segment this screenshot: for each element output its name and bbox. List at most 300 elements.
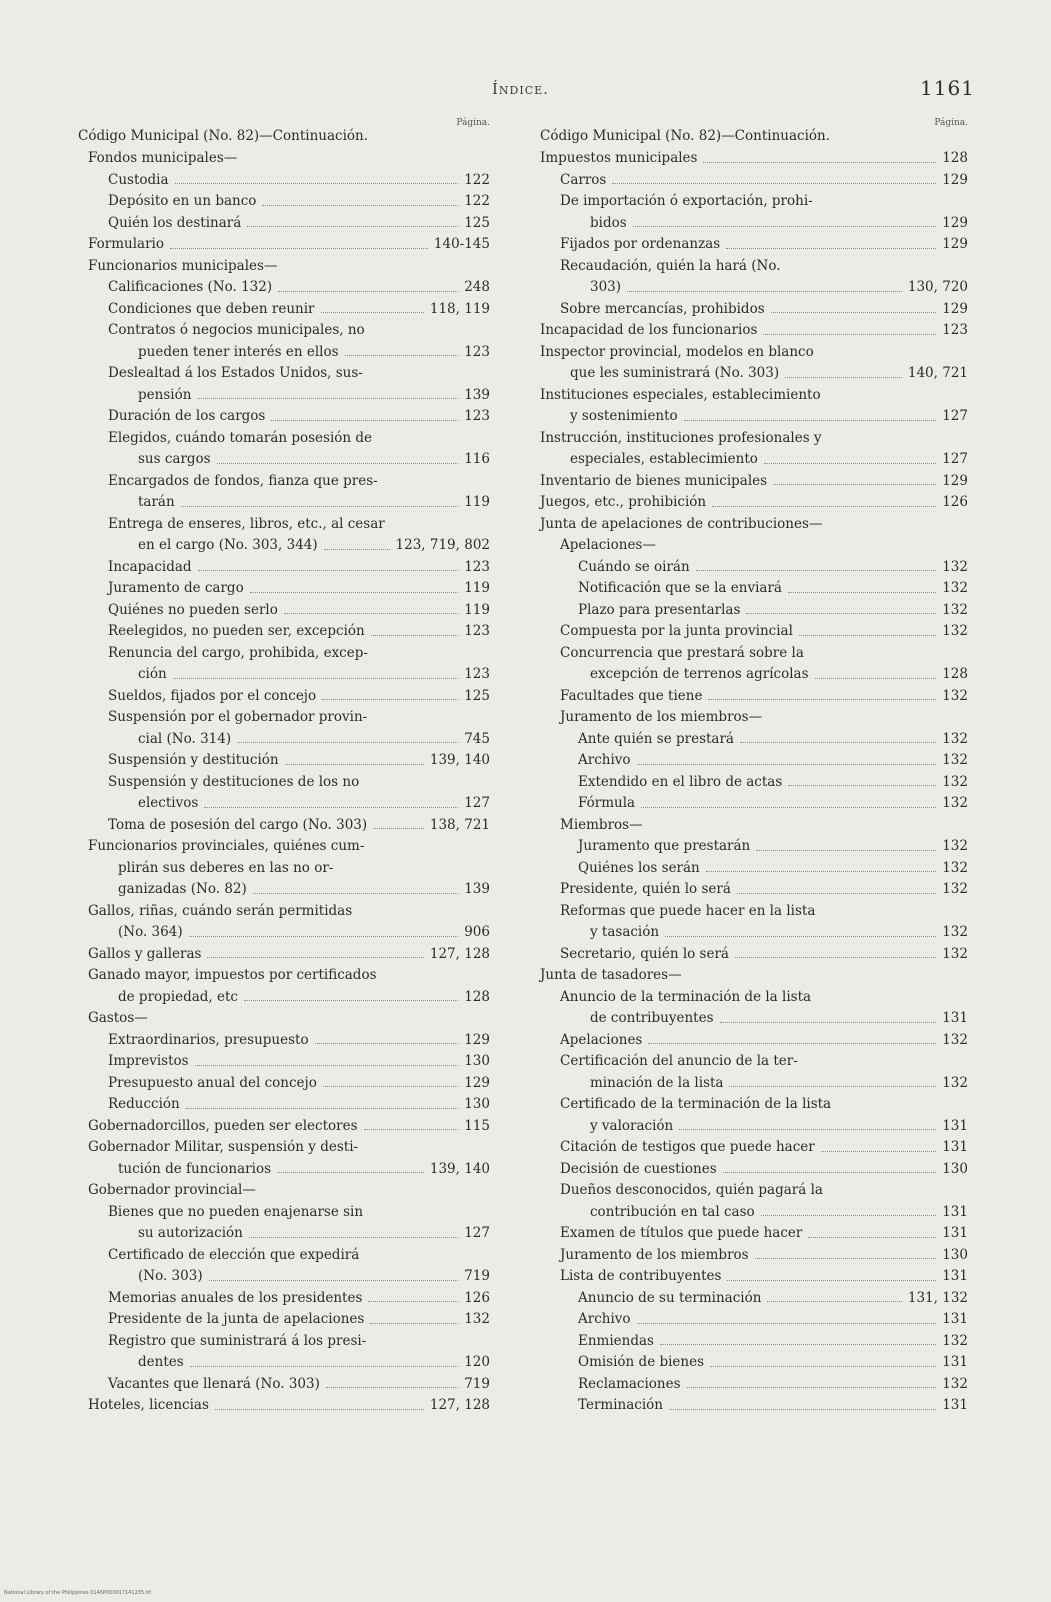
dotted-leader <box>612 183 936 184</box>
index-entry <box>70 772 496 815</box>
index-entry <box>70 170 496 192</box>
entry-page-ref: 130 <box>464 1096 490 1112</box>
dotted-leader <box>324 549 390 550</box>
index-entry <box>540 1030 974 1052</box>
entry-page-ref: 126 <box>942 494 968 510</box>
index-entry <box>70 148 496 170</box>
index-entry <box>70 1180 496 1202</box>
dotted-leader <box>737 893 936 894</box>
entry-text: excepción de terrenos agrícolas <box>590 666 809 682</box>
entry-page-ref: 139 <box>464 386 490 403</box>
index-entry <box>540 600 974 622</box>
dotted-leader <box>250 592 459 593</box>
index-column-left <box>70 118 496 1417</box>
index-entry <box>540 1245 974 1267</box>
entry-text: Extraordinarios, presupuesto <box>108 1031 309 1048</box>
running-title: Índice. <box>492 80 549 98</box>
index-entry <box>70 643 496 686</box>
entry-text: de contribuyentes <box>590 1010 714 1026</box>
index-entry <box>70 1245 496 1288</box>
dotted-leader <box>215 1409 424 1410</box>
entry-text: cial (No. 314) <box>138 730 232 747</box>
dotted-leader <box>373 828 424 829</box>
entry-text: Ante quién se prestará <box>578 730 734 747</box>
entry-page-ref: 132 <box>942 1332 968 1349</box>
dotted-leader <box>368 1301 458 1302</box>
entry-page-ref: 132 <box>942 580 968 596</box>
entry-text: Gastos— <box>88 1010 148 1026</box>
entry-text: Fórmula <box>578 795 636 811</box>
dotted-leader <box>637 1323 937 1324</box>
entry-text: Presupuesto anual del concejo <box>108 1074 317 1091</box>
column-header <box>540 118 974 148</box>
dotted-leader <box>720 1022 937 1023</box>
entry-page-ref: 131 <box>942 1397 968 1413</box>
entry-text: tución de funcionarios <box>118 1160 271 1177</box>
entry-page-ref: 123 <box>464 343 490 360</box>
index-entry <box>540 148 974 170</box>
entry-text: su autorización <box>138 1225 243 1241</box>
entry-text: Anuncio de su terminación <box>578 1289 762 1306</box>
index-column-right <box>540 118 974 1417</box>
entry-page-ref: 119 <box>464 601 490 618</box>
entry-text: Secretario, quién lo será <box>560 945 729 962</box>
dotted-leader <box>761 1215 937 1216</box>
entry-page-ref: 132 <box>464 1311 490 1327</box>
dotted-leader <box>326 1387 458 1388</box>
dotted-leader <box>322 699 458 700</box>
entry-text: Vacantes que llenará (No. 303) <box>108 1375 320 1392</box>
entry-text: Suspensión y destituciones de los no <box>108 773 360 790</box>
entry-text: Inspector provincial, modelos en blanco <box>540 343 814 360</box>
dotted-leader <box>371 635 459 636</box>
index-entry <box>540 643 974 686</box>
entry-text: Funcionarios provinciales, quiénes cum- <box>88 838 365 854</box>
index-entry <box>70 213 496 235</box>
index-entry <box>540 1223 974 1245</box>
dotted-leader <box>773 484 936 485</box>
index-entry <box>70 578 496 600</box>
index-entry <box>70 277 496 299</box>
entry-page-ref: 115 <box>464 1117 490 1134</box>
entry-page-ref: 123 <box>464 558 490 575</box>
index-entry <box>540 471 974 493</box>
entry-text: Citación de testigos que puede hacer <box>560 1139 815 1155</box>
entry-text: Reducción <box>108 1096 180 1112</box>
entry-text: Compuesta por la junta provincial <box>560 623 793 639</box>
entry-text: Funcionarios municipales— <box>88 257 278 274</box>
entry-text: Instituciones especiales, establecimiento <box>540 386 821 403</box>
entry-text: Gallos y galleras <box>88 945 202 962</box>
entry-page-ref: 906 <box>464 924 490 940</box>
entry-text: Dueños desconocidos, quién pagará la <box>560 1182 823 1198</box>
entry-text: de propiedad, etc <box>118 988 238 1005</box>
index-entry <box>540 428 974 471</box>
entry-page-ref: 130 <box>464 1053 490 1069</box>
entry-text: Condiciones que deben reunir <box>108 300 315 317</box>
entry-page-ref: 122 <box>464 171 490 188</box>
pagina-label: Página. <box>456 118 490 128</box>
index-entry <box>540 750 974 772</box>
index-entry <box>540 1159 974 1181</box>
entry-text: Quiénes no pueden serlo <box>108 601 278 618</box>
index-entry <box>540 1395 974 1417</box>
index-entry <box>540 1094 974 1137</box>
entry-page-ref: 129 <box>942 300 968 317</box>
entry-text: plirán sus deberes en las no or- <box>118 859 334 876</box>
entry-text: y valoración <box>590 1117 674 1134</box>
entry-page-ref: 123 <box>942 322 968 338</box>
dotted-leader <box>648 1043 936 1044</box>
dotted-leader <box>173 678 459 679</box>
entry-page-ref: 119 <box>464 580 490 596</box>
index-entry <box>540 385 974 428</box>
entry-text: pueden tener interés en ellos <box>138 343 339 360</box>
entry-page-ref: 123 <box>464 408 490 424</box>
dotted-leader <box>821 1151 936 1152</box>
index-entry <box>70 686 496 708</box>
index-entry <box>540 1137 974 1159</box>
index-entry <box>70 901 496 944</box>
index-entry <box>540 815 974 837</box>
entry-text: Cuándo se oirán <box>578 558 690 575</box>
entry-page-ref: 132 <box>942 1375 968 1392</box>
entry-page-ref: 132 <box>942 730 968 747</box>
index-entry <box>540 621 974 643</box>
index-entry <box>70 1331 496 1374</box>
dotted-leader <box>262 205 458 206</box>
dotted-leader <box>669 1409 936 1410</box>
entry-page-ref: 132 <box>942 752 968 768</box>
entry-text: Quién los destinará <box>108 214 242 231</box>
entry-text: Toma de posesión del cargo (No. 303) <box>108 816 368 833</box>
entry-text: Custodia <box>108 171 169 188</box>
column-heading: Código Municipal (No. 82)—Continuación. <box>78 128 369 144</box>
entry-page-ref: 130 <box>942 1246 968 1263</box>
index-entry <box>70 406 496 428</box>
entry-page-ref: 140-145 <box>433 236 490 252</box>
entry-text: contribución en tal caso <box>590 1203 755 1220</box>
entry-text: Presidente de la junta de apelaciones <box>108 1311 365 1327</box>
dotted-leader <box>278 291 458 292</box>
dotted-leader <box>712 506 936 507</box>
index-entry <box>70 471 496 514</box>
entry-text: Apelaciones <box>560 1031 643 1048</box>
entry-text: Junta de tasadores— <box>540 967 682 983</box>
index-entry <box>70 557 496 579</box>
index-entry <box>70 191 496 213</box>
index-entry <box>540 578 974 600</box>
dotted-leader <box>175 183 459 184</box>
dotted-leader <box>637 764 937 765</box>
entry-text: De importación ó exportación, prohi- <box>560 193 813 209</box>
entry-page-ref: 118, 119 <box>429 300 490 317</box>
entry-text: Gallos, riñas, cuándo serán permitidas <box>88 902 353 919</box>
entry-page-ref: 119 <box>464 494 490 510</box>
dotted-leader <box>217 463 459 464</box>
dotted-leader <box>767 1301 901 1302</box>
entry-page-ref: 129 <box>942 171 968 188</box>
dotted-leader <box>740 742 936 743</box>
entry-text: que les suministrará (No. 303) <box>570 365 780 381</box>
index-entry <box>540 1266 974 1288</box>
entry-text: Apelaciones— <box>560 537 656 553</box>
index-entry <box>70 363 496 406</box>
entry-page-ref: 128 <box>942 150 968 166</box>
entry-text: Incapacidad <box>108 558 192 575</box>
dotted-leader <box>641 807 936 808</box>
entry-page-ref: 132 <box>942 623 968 639</box>
entry-text: Recaudación, quién la hará (No. <box>560 257 781 274</box>
entry-text: Archivo <box>578 752 631 768</box>
entry-text: Imprevistos <box>108 1053 189 1069</box>
entry-text: electivos <box>138 795 199 811</box>
entry-page-ref: 132 <box>942 945 968 962</box>
entry-page-ref: 127, 128 <box>429 1397 490 1413</box>
index-entry <box>540 492 974 514</box>
entry-text: Gobernador provincial— <box>88 1182 256 1198</box>
dotted-leader <box>285 764 424 765</box>
entry-text: Reformas que puede hacer en la lista <box>560 902 816 919</box>
entry-page-ref: 127 <box>942 451 968 467</box>
entry-page-ref: 129 <box>464 1031 490 1048</box>
entry-page-ref: 128 <box>942 666 968 682</box>
entry-text: Deslealtad á los Estados Unidos, sus- <box>108 365 363 381</box>
entry-page-ref: 132 <box>942 859 968 876</box>
index-entry <box>540 1309 974 1331</box>
dotted-leader <box>788 785 936 786</box>
dotted-leader <box>247 226 458 227</box>
entry-text: (No. 364) <box>118 924 183 940</box>
dotted-leader <box>696 570 937 571</box>
index-entry <box>540 1331 974 1353</box>
entry-text: Fondos municipales— <box>88 150 238 166</box>
index-entry <box>540 1180 974 1223</box>
index-entry <box>70 1073 496 1095</box>
dotted-leader <box>756 850 936 851</box>
entry-page-ref: 122 <box>464 193 490 209</box>
index-entry <box>70 750 496 772</box>
entry-page-ref: 125 <box>464 214 490 231</box>
entry-page-ref: 131 <box>942 1354 968 1370</box>
entry-page-ref: 719 <box>464 1268 490 1284</box>
entry-text: Sobre mercancías, prohibidos <box>560 300 765 317</box>
index-entry <box>540 1288 974 1310</box>
entry-page-ref: 132 <box>942 795 968 811</box>
dotted-leader <box>198 570 459 571</box>
index-entry <box>540 299 974 321</box>
index-entry <box>540 879 974 901</box>
dotted-leader <box>788 592 936 593</box>
dotted-leader <box>345 355 459 356</box>
dotted-leader <box>186 1108 458 1109</box>
entry-text: Hoteles, licencias <box>88 1397 209 1413</box>
entry-text: Anuncio de la terminación de la lista <box>560 988 812 1005</box>
entry-text: Reclamaciones <box>578 1375 681 1392</box>
index-entries <box>70 148 496 1417</box>
entry-page-ref: 130, 720 <box>907 279 968 295</box>
entry-page-ref: 126 <box>464 1289 490 1306</box>
entry-text: Contratos ó negocios municipales, no <box>108 322 365 338</box>
dotted-leader <box>190 1366 459 1367</box>
entry-page-ref: 123 <box>464 666 490 682</box>
dotted-leader <box>170 248 428 249</box>
index-entry <box>540 170 974 192</box>
index-entry <box>70 256 496 278</box>
index-entry <box>70 1374 496 1396</box>
entry-page-ref: 127, 128 <box>429 945 490 962</box>
entry-text: sus cargos <box>138 451 211 467</box>
dotted-leader <box>808 1237 936 1238</box>
dotted-leader <box>181 506 459 507</box>
dotted-leader <box>729 1086 936 1087</box>
index-entry <box>70 514 496 557</box>
index-entry <box>540 1051 974 1094</box>
entry-text: Plazo para presentarlas <box>578 601 741 618</box>
index-entry <box>70 234 496 256</box>
dotted-leader <box>370 1323 458 1324</box>
index-entry <box>70 707 496 750</box>
dotted-leader <box>726 248 936 249</box>
entry-page-ref: 127 <box>464 795 490 811</box>
dotted-leader <box>627 291 902 292</box>
entry-text: Terminación <box>578 1397 663 1413</box>
index-entry <box>540 836 974 858</box>
entry-text: Encargados de fondos, fianza que pres- <box>108 472 378 489</box>
index-entry <box>540 987 974 1030</box>
entry-text: Gobernadorcillos, pueden ser electores <box>88 1117 358 1134</box>
entry-page-ref: 131 <box>942 1311 968 1327</box>
dotted-leader <box>204 807 458 808</box>
dotted-leader <box>763 334 936 335</box>
entry-text: Entrega de enseres, libros, etc., al cesar <box>108 515 385 532</box>
index-entry <box>540 320 974 342</box>
index-entry <box>70 621 496 643</box>
index-entry <box>540 234 974 256</box>
entry-page-ref: 125 <box>464 687 490 704</box>
dotted-leader <box>687 1387 937 1388</box>
entry-text: ganizadas (No. 82) <box>118 881 247 897</box>
pagina-label: Página. <box>934 118 968 128</box>
dotted-leader <box>660 1344 936 1345</box>
dotted-leader <box>253 893 458 894</box>
dotted-leader <box>723 1172 937 1173</box>
index-entry <box>70 1309 496 1331</box>
entry-text: Decisión de cuestiones <box>560 1160 717 1177</box>
index-entry <box>540 707 974 729</box>
entry-text: Juramento de cargo <box>108 580 244 596</box>
index-entry <box>70 1094 496 1116</box>
dotted-leader <box>195 1065 459 1066</box>
dotted-leader <box>237 742 458 743</box>
entry-page-ref: 120 <box>464 1354 490 1370</box>
entry-text: Concurrencia que prestará sobre la <box>560 644 804 661</box>
entry-page-ref: 116 <box>464 451 490 467</box>
dotted-leader <box>271 420 458 421</box>
dotted-leader <box>323 1086 458 1087</box>
dotted-leader <box>284 613 458 614</box>
dotted-leader <box>665 936 936 937</box>
entry-page-ref: 129 <box>942 214 968 231</box>
index-entry <box>70 1395 496 1417</box>
entry-text: Juramento de los miembros <box>560 1246 749 1263</box>
entry-text: Lista de contribuyentes <box>560 1268 722 1284</box>
index-entry <box>540 944 974 966</box>
entry-text: Depósito en un banco <box>108 193 257 209</box>
entry-text: Juramento de los miembros— <box>560 709 763 725</box>
dotted-leader <box>277 1172 424 1173</box>
entry-page-ref: 132 <box>942 1074 968 1091</box>
entry-text: minación de la lista <box>590 1074 724 1091</box>
index-entry <box>540 858 974 880</box>
dotted-leader <box>706 871 936 872</box>
dotted-leader <box>197 398 458 399</box>
entry-text: Archivo <box>578 1311 631 1327</box>
entry-text: Miembros— <box>560 816 643 833</box>
index-entry <box>540 1352 974 1374</box>
index-entry <box>540 793 974 815</box>
entry-text: Suspensión por el gobernador provin- <box>108 709 368 725</box>
dotted-leader <box>209 1280 459 1281</box>
dotted-leader <box>321 312 424 313</box>
entry-text: 303) <box>590 279 622 295</box>
dotted-leader <box>315 1043 459 1044</box>
dotted-leader <box>735 957 936 958</box>
entry-text: Certificado de elección que expedirá <box>108 1246 360 1263</box>
entry-page-ref: 123, 719, 802 <box>395 537 490 553</box>
entry-text: Registro que suministrará á los presi- <box>108 1332 367 1349</box>
index-entry <box>70 1051 496 1073</box>
entry-text: Bienes que no pueden enajenarse sin <box>108 1203 364 1220</box>
page-number: 1161 <box>920 76 975 100</box>
entry-text: Duración de los cargos <box>108 408 266 424</box>
entry-text: y tasación <box>590 924 660 940</box>
index-entry <box>540 772 974 794</box>
dotted-leader <box>799 635 936 636</box>
index-entry <box>70 815 496 837</box>
index-entry <box>70 1202 496 1245</box>
index-entry <box>540 514 974 536</box>
entry-page-ref: 131 <box>942 1268 968 1284</box>
entry-page-ref: 132 <box>942 881 968 897</box>
entry-text: Impuestos municipales <box>540 150 698 166</box>
dotted-leader <box>708 699 936 700</box>
entry-page-ref: 719 <box>464 1375 490 1392</box>
entry-page-ref: 131 <box>942 1203 968 1220</box>
entry-text: Reelegidos, no pueden ser, excepción <box>108 623 365 639</box>
entry-page-ref: 131 <box>942 1139 968 1155</box>
index-entry <box>70 1030 496 1052</box>
entry-page-ref: 248 <box>464 279 490 295</box>
entry-text: Juramento que prestarán <box>578 838 751 854</box>
entry-page-ref: 139 <box>464 881 490 897</box>
entry-text: Junta de apelaciones de contribuciones— <box>540 515 823 532</box>
index-entry <box>70 600 496 622</box>
entry-page-ref: 129 <box>464 1074 490 1091</box>
entry-page-ref: 123 <box>464 623 490 639</box>
index-entry <box>540 965 974 987</box>
entry-text: Facultades que tiene <box>560 687 703 704</box>
scan-credit: National Library of the Philippines 0146P000017141235.tif <box>4 1590 151 1596</box>
index-entry <box>540 342 974 385</box>
index-entry <box>70 1116 496 1138</box>
entry-text: Elegidos, cuándo tomarán posesión de <box>108 429 373 446</box>
entry-page-ref: 128 <box>464 988 490 1005</box>
entry-page-ref: 131 <box>942 1010 968 1026</box>
entry-text: Instrucción, instituciones profesionales y <box>540 429 822 446</box>
entry-text: Sueldos, fijados por el concejo <box>108 687 317 704</box>
index-entry <box>540 901 974 944</box>
